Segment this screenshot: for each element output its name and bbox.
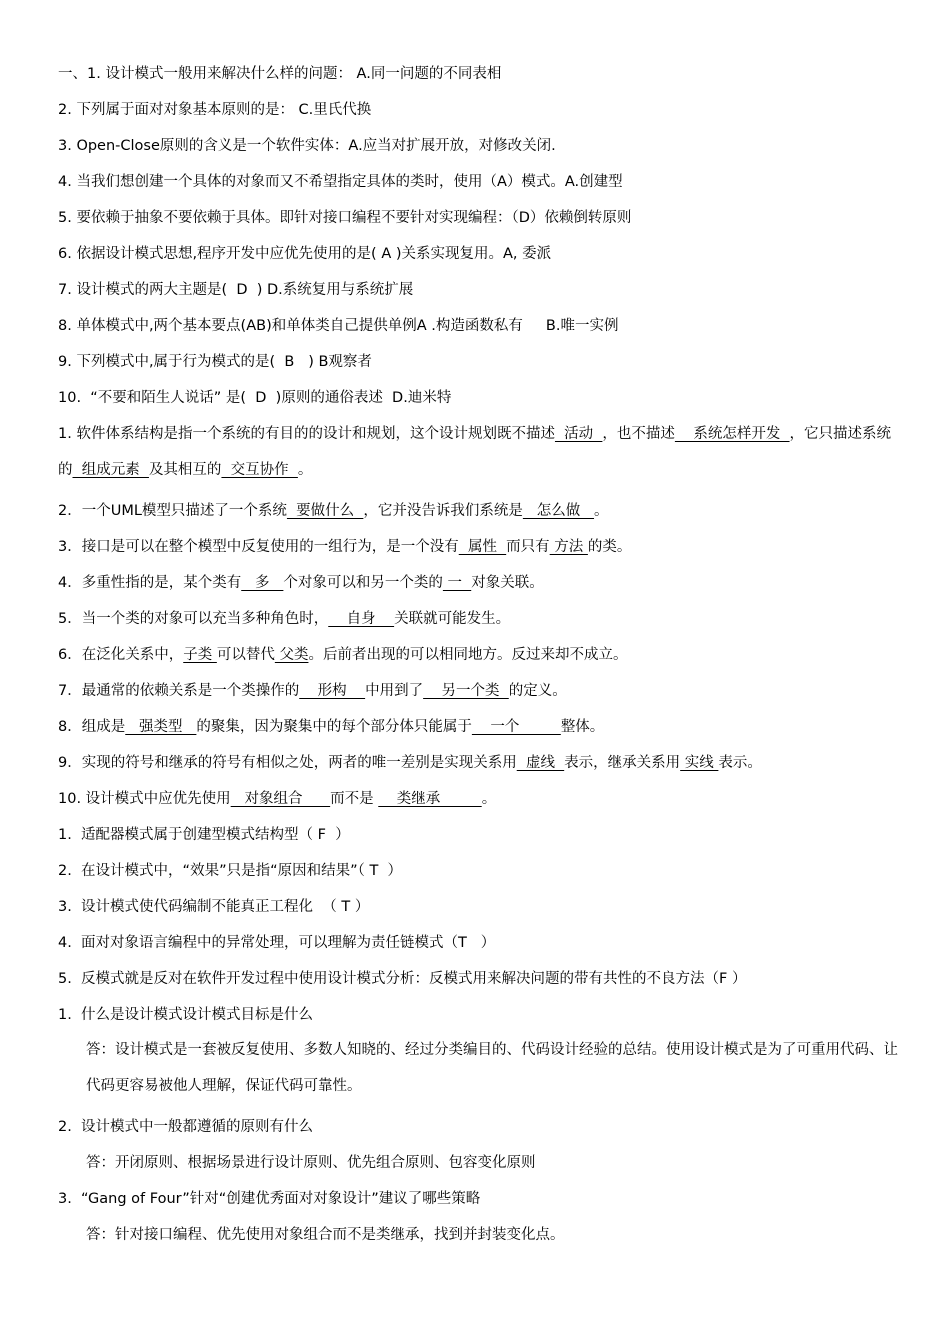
qa-answer-1: 答：设计模式是一套被反复使用、多数人知晓的、经过分类编目的、代码设计经验的总结。使用设计模式是为了可重用代码、让代码更容易被他人理解，保证代码可靠性。 bbox=[86, 1042, 898, 1094]
choice-item-7: 7. 设计模式的两大主题是( D ) D.系统复用与系统扩展 bbox=[58, 282, 414, 298]
fill-text: 。 bbox=[481, 791, 497, 807]
fill-text: 而不是 bbox=[330, 791, 379, 807]
fill-answer: 自身 bbox=[328, 611, 395, 627]
judge-item-5: 5. 反模式就是反对在软件开发过程中使用设计模式分析：反模式用来解决问题的带有共性的不良方法（F ） bbox=[58, 971, 747, 987]
fill-text: 个对象可以和另一个类的 bbox=[283, 575, 443, 591]
choice-item-1: 一、1. 设计模式一般用来解决什么样的问题： A.同一问题的不同表相 bbox=[58, 66, 502, 82]
fill-answer: 活动 bbox=[554, 426, 603, 442]
fill-item-3 bbox=[58, 537, 908, 557]
fill-answer: 实线 bbox=[680, 755, 719, 771]
fill-text: ，它只描述系统的 bbox=[58, 426, 892, 478]
fill-text: 7．最通常的依赖关系是一个类操作的 bbox=[58, 683, 300, 699]
fill-item-5 bbox=[58, 609, 908, 629]
fill-answer: 属性 bbox=[458, 539, 507, 555]
fill-text: 。 bbox=[297, 462, 313, 478]
judge-item-3: 3. 设计模式使代码编制不能真正工程化 （ T ） bbox=[58, 899, 370, 915]
fill-answer: 父类 bbox=[274, 647, 309, 663]
fill-text: 2．一个UML模型只描述了一个系统 bbox=[58, 503, 287, 519]
choice-item-6: 6. 依据设计模式思想,程序开发中应优先使用的是( A )关系实现复用。A, 委派 bbox=[58, 246, 552, 262]
judge-item-1: 1. 适配器模式属于创建型模式结构型（ F ） bbox=[58, 827, 350, 843]
qa-question-3: 3. “Gang of Four”针对“创建优秀面对对象设计”建议了哪些策略 bbox=[58, 1191, 481, 1207]
fill-answer: 一 bbox=[442, 575, 472, 591]
fill-answer: 一个 bbox=[471, 719, 561, 735]
fill-answer: 交互协作 bbox=[221, 462, 298, 478]
fill-text: 表示。 bbox=[718, 755, 762, 771]
fill-answer: 怎么做 bbox=[522, 503, 595, 519]
fill-answer: 要做什么 bbox=[286, 503, 364, 519]
fill-answer: 多 bbox=[241, 575, 284, 591]
fill-answer: 另一个类 bbox=[423, 683, 509, 699]
fill-text: 的定义。 bbox=[508, 683, 567, 699]
fill-answer: 方法 bbox=[549, 539, 588, 555]
choice-item-10: 10. “不要和陌生人说话” 是( D )原则的通俗表述 D.迪米特 bbox=[58, 390, 452, 406]
fill-text: 整体。 bbox=[560, 719, 605, 735]
fill-answer: 类继承 bbox=[378, 791, 482, 807]
fill-text: 10. 设计模式中应优先使用 bbox=[58, 791, 231, 807]
fill-text: 对象关联。 bbox=[471, 575, 544, 591]
fill-item-1 bbox=[58, 416, 898, 488]
fill-text: 可以替代 bbox=[216, 647, 275, 663]
fill-text: 9．实现的符号和继承的符号有相似之处，两者的唯一差别是实现关系用 bbox=[58, 755, 517, 771]
qa-question-2: 2. 设计模式中一般都遵循的原则有什么 bbox=[58, 1119, 314, 1135]
fill-text: 5．当一个类的对象可以充当多种角色时， bbox=[58, 611, 329, 627]
fill-text: 中用到了 bbox=[365, 683, 424, 699]
fill-text: 。 bbox=[594, 503, 609, 519]
fill-answer: 组成元素 bbox=[72, 462, 149, 478]
qa-answer-2: 答：开闭原则、根据场景进行设计原则、优先组合原则、包容变化原则 bbox=[86, 1155, 536, 1171]
fill-answer: 对象组合 bbox=[230, 791, 331, 807]
fill-text: 表示，继承关系用 bbox=[564, 755, 681, 771]
fill-text: 及其相互的 bbox=[148, 462, 222, 478]
judge-item-4: 4. 面对对象语言编程中的异常处理，可以理解为责任链模式（T ） bbox=[58, 935, 496, 951]
fill-answer: 系统怎样开发 bbox=[674, 426, 790, 442]
judge-item-2: 2. 在设计模式中，“效果”只是指“原因和结果”（ T ） bbox=[58, 863, 403, 879]
choice-item-2: 2. 下列属于面对对象基本原则的是： C.里氏代换 bbox=[58, 102, 372, 118]
qa-question-1: 1. 什么是设计模式设计模式目标是什么 bbox=[58, 1007, 314, 1023]
fill-text: 4．多重性指的是，某个类有 bbox=[58, 575, 242, 591]
qa-answer-3: 答：针对接口编程、优先使用对象组合而不是类继承，找到并封装变化点。 bbox=[86, 1227, 565, 1243]
choice-item-5: 5. 要依赖于抽象不要依赖于具体。即针对接口编程不要针对实现编程：（D）依赖倒转原则 bbox=[58, 210, 632, 226]
fill-item-8 bbox=[58, 717, 908, 737]
fill-text: 8．组成是 bbox=[58, 719, 126, 735]
fill-text: ，它并没告诉我们系统是 bbox=[363, 503, 523, 519]
fill-item-7 bbox=[58, 681, 908, 701]
choice-item-3: 3. Open-Close原则的含义是一个软件实体：A.应当对扩展开放，对修改关闭. bbox=[58, 138, 556, 154]
fill-answer: 子类 bbox=[183, 647, 217, 663]
fill-item-2 bbox=[58, 501, 908, 521]
choice-item-4: 4. 当我们想创建一个具体的对象而又不希望指定具体的类时，使用（A）模式。A.创建型 bbox=[58, 174, 623, 190]
fill-answer: 形构 bbox=[299, 683, 366, 699]
fill-text: 的聚集，因为聚集中的每个部分体只能属于 bbox=[196, 719, 472, 735]
fill-text: 关联就可能发生。 bbox=[394, 611, 511, 627]
fill-text: 3．接口是可以在整个模型中反复使用的一组行为，是一个没有 bbox=[58, 539, 459, 555]
fill-text: 的类。 bbox=[587, 539, 632, 555]
fill-text: 而只有 bbox=[506, 539, 550, 555]
fill-text: ，也不描述 bbox=[602, 426, 675, 442]
fill-item-4 bbox=[58, 573, 908, 593]
fill-item-6 bbox=[58, 645, 908, 665]
fill-item-10 bbox=[58, 789, 908, 809]
choice-item-8: 8. 单体模式中,两个基本要点(AB)和单体类自己提供单例A .构造函数私有 B.唯一实例 bbox=[58, 318, 619, 334]
fill-text: 6．在泛化关系中， bbox=[58, 647, 184, 663]
fill-text: 1. 软件体系结构是指一个系统的有目的的设计和规划，这个设计规划既不描述 bbox=[58, 426, 555, 442]
fill-item-9 bbox=[58, 753, 908, 773]
fill-text: 。后前者出现的可以相同地方。反过来却不成立。 bbox=[308, 647, 628, 663]
fill-answer: 虚线 bbox=[516, 755, 565, 771]
fill-answer: 强类型 bbox=[125, 719, 197, 735]
choice-item-9: 9. 下列模式中,属于行为模式的是( B ) B观察者 bbox=[58, 354, 372, 370]
